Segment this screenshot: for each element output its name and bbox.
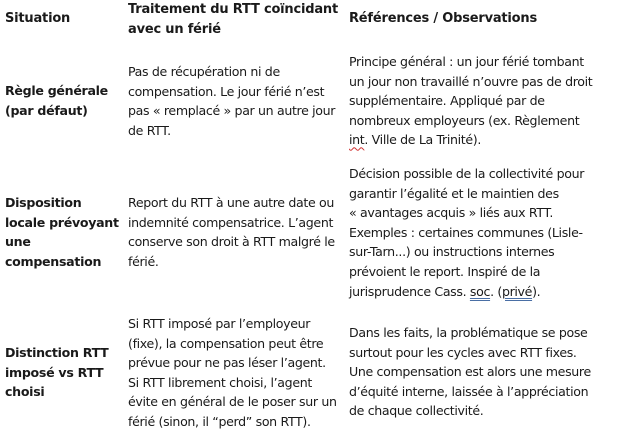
grammar-marked-word[interactable]: privé [501,283,533,299]
row-traitement [128,193,346,271]
row-references-line: Principe général : un jour férié tombant [349,54,584,69]
row-references-line: prévoient le report. Inspiré de la [349,263,541,279]
row-references [349,52,617,150]
header-situation-text: Situation [5,11,71,26]
row-traitement-line: Si RTT imposé par l’employeur [128,316,311,331]
row-references-text: ). [532,283,541,299]
row-references-line: Une compensation est alors une mesure [349,364,591,380]
row-references-line: de chaque collectivité. [349,403,484,419]
row-references-line: Décision possible de la collectivité pour [349,166,585,181]
row-references-line: garantir l’égalité et le maintien des [349,185,559,201]
row-references-line [349,282,617,302]
row-situation [5,343,123,402]
header-references-text: Références / Observations [349,11,538,26]
row-traitement-line: indemnité compensatrice. L’agent [128,214,334,230]
row-traitement-line: (fixe), la compensation peut être [128,335,324,351]
row-situation-line: une [5,234,31,250]
row-situation [5,193,123,271]
row-references [349,323,617,421]
row-situation-line: Règle générale [5,83,108,98]
row-traitement-line: Si RTT librement choisi, l’agent [128,374,312,390]
row-situation-line: compensation [5,253,102,269]
row-references-line: sur-Tarn...) ou instructions internes [349,244,555,260]
header-traitement-line: avec un férié [128,22,221,37]
header-references [349,9,617,29]
row-traitement [128,62,346,140]
row-references-line: un jour non travaillé n’ouvre pas de droit [349,73,593,89]
row-situation-line: Distinction RTT [5,345,109,360]
row-references-line: supplémentaire. Appliqué par de [349,93,545,109]
row-traitement-line: pas « remplacé » par un autre jour [128,103,336,119]
row-traitement-line: de RTT. [128,122,171,138]
row-situation-line: imposé vs RTT [5,364,104,380]
row-references-line: « avantages acquis » liés aux RTT. [349,205,554,221]
row-references-line: surtout pour les cycles avec RTT fixes. [349,344,577,360]
header-traitement [128,0,346,40]
row-situation [5,81,123,120]
row-traitement [128,314,346,432]
row-situation-line: locale prévoyant [5,214,119,230]
grammar-marked-word[interactable]: soc [469,283,491,299]
row-traitement-line: férié. [128,253,159,269]
row-references-line: Exemples : certaines communes (Lisle- [349,224,583,240]
row-references-line [349,130,617,150]
row-references-line: d’équité interne, laissée à l’appréciation [349,383,589,399]
row-traitement-line: Pas de récupération ni de [128,64,280,79]
row-traitement-line: compensation. Le jour férié n’est [128,83,325,99]
row-references-text: . ( [490,283,502,299]
row-references [349,164,617,301]
row-traitement-line: Report du RTT à une autre date ou [128,195,334,210]
row-traitement-line: évite en général de le poser sur un [128,394,337,410]
row-references-line: Dans les faits, la problématique se pose [349,325,588,340]
header-situation [5,9,123,29]
row-situation-line: Disposition [5,195,82,210]
row-situation-line: (par défaut) [5,102,88,118]
row-references-text: . Ville de La Trinité). [364,132,482,148]
row-situation-line: choisi [5,384,45,400]
spellcheck-marked-word[interactable]: int [349,132,365,148]
row-traitement-line: férié (sinon, il “perd” son RTT). [128,413,311,429]
header-traitement-line: Traitement du RTT coïncidant [128,2,338,17]
row-references-text: jurisprudence Cass. [349,283,470,299]
row-traitement-line: prévue pour ne pas léser l’agent. [128,355,326,371]
row-references-line: nombreux employeurs (ex. Règlement [349,112,580,128]
row-traitement-line: conserve son droit à RTT malgré le [128,234,335,250]
